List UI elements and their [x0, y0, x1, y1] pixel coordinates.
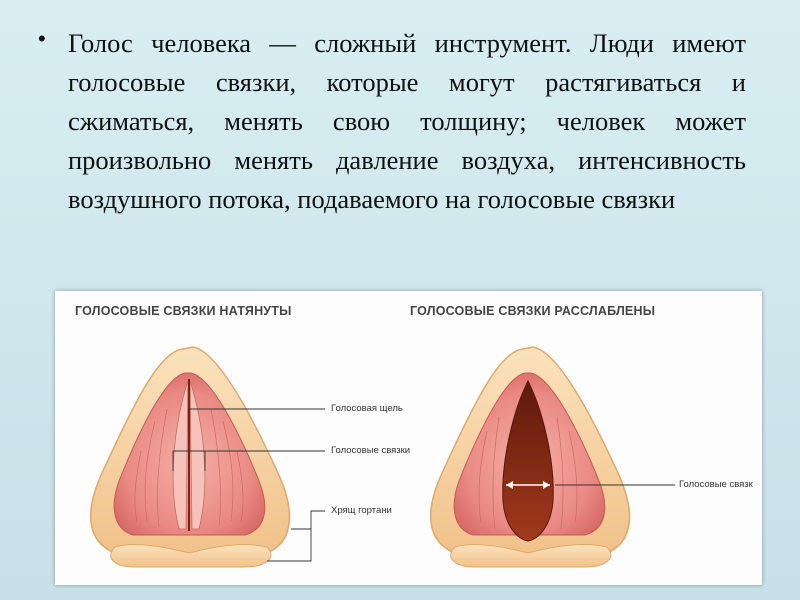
larynx-relaxed	[431, 347, 630, 567]
figure-title-tensed: ГОЛОСОВЫЕ СВЯЗКИ НАТЯНУТЫ	[75, 304, 292, 318]
bullet-paragraph	[38, 24, 746, 219]
figure-title-relaxed: ГОЛОСОВЫЕ СВЯЗКИ РАССЛАБЛЕНЫ	[410, 304, 656, 318]
larynx-tensed	[91, 347, 290, 567]
vocal-cords-figure	[55, 291, 762, 585]
paragraph-text: Голос человека — сложный инструмент. Люди имеют голосовые связки, которые могут растягиваться и сжиматься, менять свою толщину; человек может произвольно менять давление воздуха, интенсивность воздушного потока, подаваемого на голосовые связки	[68, 28, 746, 214]
label-vocal-cords-relaxed: Голосовые связк	[679, 479, 753, 490]
bullet-symbol: •	[38, 26, 46, 51]
label-cartilage: Хрящ гортани	[331, 505, 392, 516]
larynx-illustration	[55, 291, 762, 585]
label-glottis: Голосовая щель	[331, 403, 403, 414]
label-vocal-cords-tensed: Голосовые связки	[331, 445, 411, 456]
